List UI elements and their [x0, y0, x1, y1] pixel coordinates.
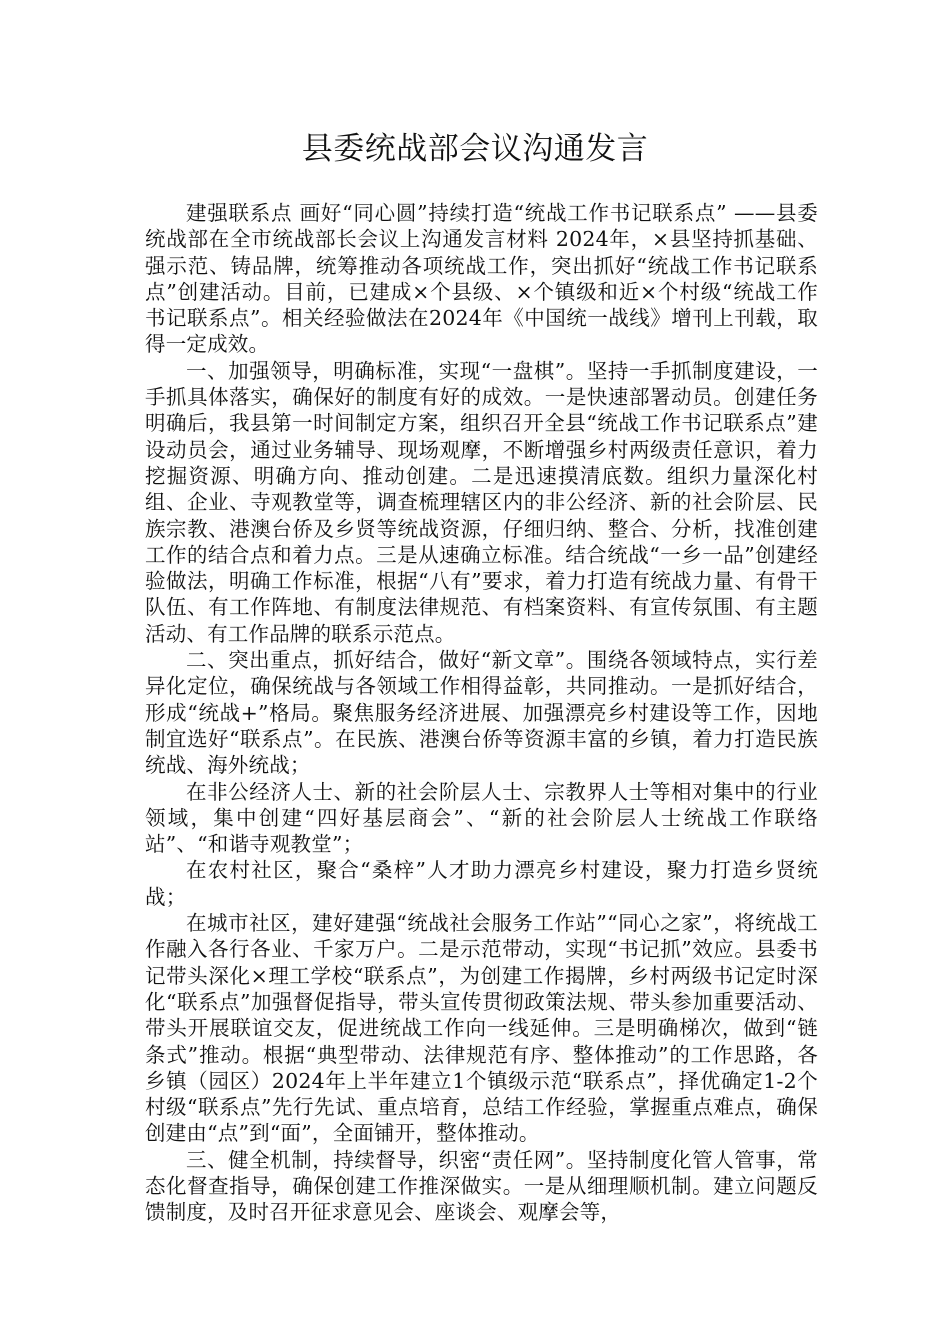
paragraph-intro: 建强联系点 画好“同心圆”持续打造“统战工作书记联系点” ——县委统战部在全市统战部长会议上沟通发言材料 2024年，×县坚持抓基础、强示范、铸品牌，统筹推动各项统战工作，突出抓好“统战工作书记联系点”创建活动。目前，已建成×个县级、×个镇级和近×个村级“统战工作书记联系点”。相关经验做法在2024年《中国统一战线》增刊上刊载，取得一定成效。 [145, 201, 818, 357]
paragraph-section-three: 三、健全机制，持续督导，织密“责任网”。坚持制度化管人管事，常态化督查指导，确保创建工作推深做实。一是从细理顺机制。建立问题反馈制度，及时召开征求意见会、座谈会、观摩会等， [145, 1147, 818, 1225]
paragraph-section-two: 二、突出重点，抓好结合，做好“新文章”。围绕各领域特点，实行差异化定位，确保统战与各领域工作相得益彰，共同推动。一是抓好结合，形成“统战+”格局。聚焦服务经济进展、加强漂亮乡村建设等工作，因地制宜选好“联系点”。在民族、港澳台侨等资源丰富的乡镇，着力打造民族统战、海外统战； [145, 648, 818, 778]
paragraph-section-one: 一、加强领导，明确标准，实现“一盘棋”。坚持一手抓制度建设，一手抓具体落实，确保好的制度有好的成效。一是快速部署动员。创建任务明确后，我县第一时间制定方案，组织召开全县“统战工作书记联系点”建设动员会，通过业务辅导、现场观摩，不断增强乡村两级责任意识，着力挖掘资源、明确方向、推动创建。二是迅速摸清底数。组织力量深化村组、企业、寺观教堂等，调查梳理辖区内的非公经济、新的社会阶层、民族宗教、港澳台侨及乡贤等统战资源，仔细归纳、整合、分析，找准创建工作的结合点和着力点。三是从速确立标准。结合统战“一乡一品”创建经验做法，明确工作标准，根据“八有”要求，着力打造有统战力量、有骨干队伍、有工作阵地、有制度法律规范、有档案资料、有宣传氛围、有主题活动、有工作品牌的联系示范点。 [145, 358, 818, 646]
paragraph-urban-community: 在城市社区，建好建强“统战社会服务工作站”“同心之家”，将统战工作融入各行各业、千家万户。二是示范带动，实现“书记抓”效应。县委书记带头深化×理工学校“联系点”，为创建工作揭牌，乡村两级书记定时深化“联系点”加强督促指导，带头宣传贯彻政策法规、带头参加重要活动、带头开展联谊交友，促进统战工作向一线延伸。三是明确梯次，做到“链条式”推动。根据“典型带动、法律规范有序、整体推动”的工作思路，各乡镇（园区）2024年上半年建立1个镇级示范“联系点”，择优确定1-2个村级“联系点”先行先试、重点培育，总结工作经验，掌握重点难点，确保创建由“点”到“面”，全面铺开，整体推动。 [145, 911, 818, 1146]
paragraph-nonpublic-sector: 在非公经济人士、新的社会阶层人士、宗教界人士等相对集中的行业领域，集中创建“四好基层商会”、“新的社会阶层人士统战工作联络站”、“和谐寺观教堂”； [145, 779, 818, 857]
paragraph-rural-community: 在农村社区，聚合“桑梓”人才助力漂亮乡村建设，聚力打造乡贤统战； [145, 858, 818, 909]
document-body [145, 200, 818, 1226]
document-title: 县委统战部会议沟通发言 [301, 131, 649, 167]
